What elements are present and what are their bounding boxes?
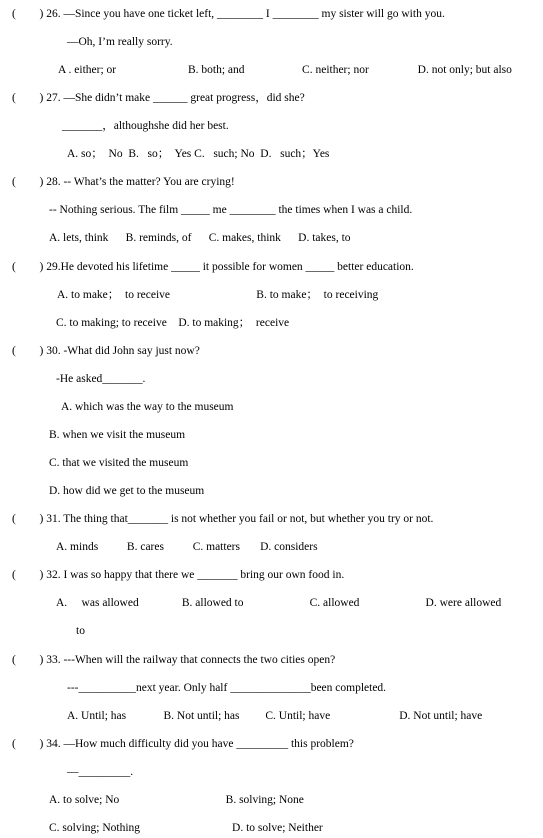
q32-stem: ) 32. I was so happy that there we _______ bring our own food in.: [28, 569, 345, 581]
q34-paren: (: [12, 738, 16, 750]
q28-response: -- Nothing serious. The film _____ me ________ the times when I was a child.: [49, 204, 413, 216]
q32-options: A. was allowed B. allowed to C. allowed D. were allowed: [56, 597, 502, 609]
q32-paren: (: [12, 569, 16, 581]
q33-stem: ) 33. ---When will the railway that connects the two cities open?: [28, 654, 336, 666]
q31-stem: ) 31. The thing that_______ is not whether you fail or not, but whether you try or not.: [28, 513, 434, 525]
q29-options-cd: C. to making; to receive D. to making； receive: [56, 317, 290, 329]
q29-options-ab: A. to make； to receive B. to make； to receiving: [57, 289, 379, 301]
q32-options-wrap: to: [76, 625, 85, 637]
q26-response: —Oh, I’m really sorry.: [67, 36, 173, 48]
q26-stem: ) 26. —Since you have one ticket left, ________ I ________ my sister will go with you.: [28, 8, 445, 20]
q27-options: A. so； No B. so； Yes C. such; No D. such；Yes: [67, 148, 330, 160]
q29-paren: (: [12, 261, 16, 273]
q33-options: A. Until; has B. Not until; has C. Until; have D. Not until; have: [67, 710, 483, 722]
q30-option-b: B. when we visit the museum: [49, 429, 186, 441]
q34-options-ab: A. to solve; No B. solving; None: [49, 794, 304, 806]
q31-paren: (: [12, 513, 16, 525]
q31-options: A. minds B. cares C. matters D. considers: [56, 541, 318, 553]
q30-option-d: D. how did we get to the museum: [49, 485, 205, 497]
q28-paren: (: [12, 176, 16, 188]
q30-response: -He asked_______.: [56, 373, 146, 385]
q34-options-cd: C. solving; Nothing D. to solve; Neither: [49, 822, 323, 834]
q34-response: —_________.: [67, 766, 134, 778]
q27-stem: ) 27. —She didn’t make ______ great progress，did she?: [28, 92, 305, 104]
q29-stem: ) 29.He devoted his lifetime _____ it possible for women _____ better education.: [28, 261, 414, 273]
q27-paren: (: [12, 92, 16, 104]
q26-options: A . either; or B. both; and C. neither; nor D. not only; but also: [58, 64, 512, 76]
q33-paren: (: [12, 654, 16, 666]
q30-option-c: C. that we visited the museum: [49, 457, 189, 469]
q30-paren: (: [12, 345, 16, 357]
q28-options: A. lets, think B. reminds, of C. makes, think D. takes, to: [49, 232, 351, 244]
q27-response: _______，althoughshe did her best.: [62, 120, 229, 132]
q26-paren: (: [12, 8, 16, 20]
q33-response: ---__________next year. Only half ______________been completed.: [67, 682, 387, 694]
q30-option-a: A. which was the way to the museum: [61, 401, 234, 413]
q30-stem: ) 30. -What did John say just now?: [28, 345, 200, 357]
q28-stem: ) 28. -- What’s the matter? You are crying!: [28, 176, 235, 188]
q34-stem: ) 34. —How much difficulty did you have _________ this problem?: [28, 738, 354, 750]
